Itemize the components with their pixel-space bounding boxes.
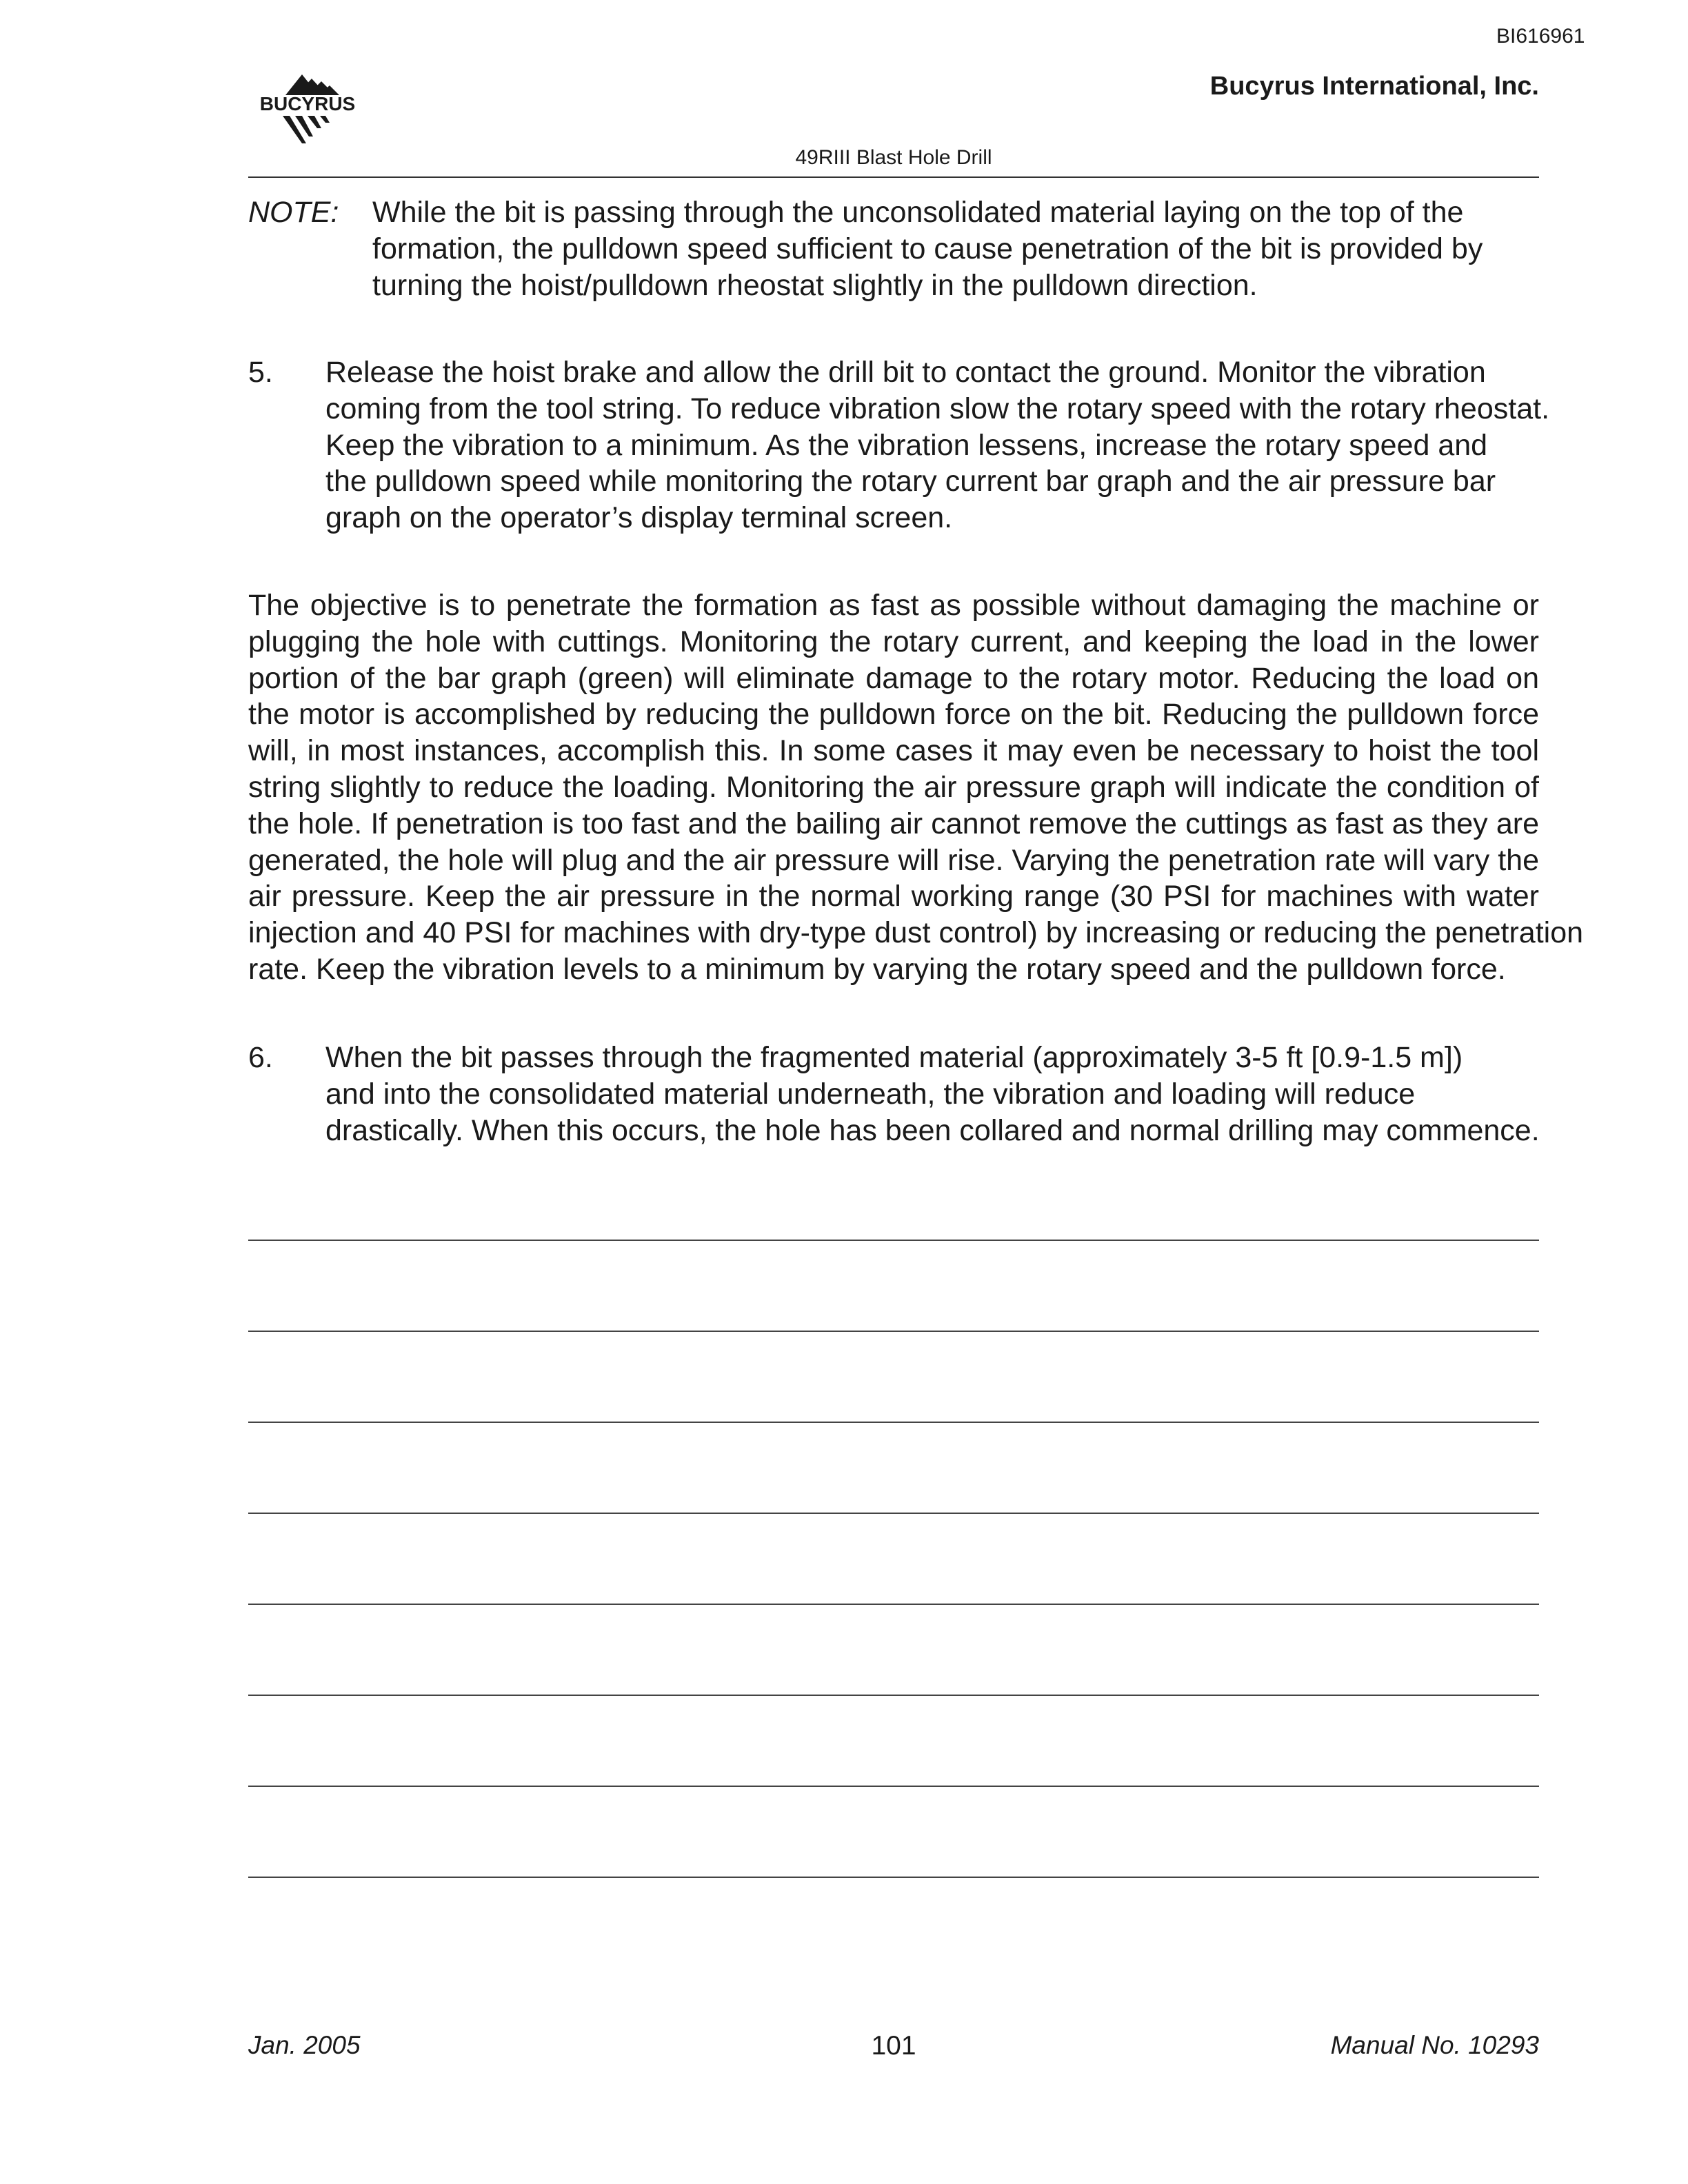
step-5-line: the pulldown speed while monitoring the rotary current bar graph and the air pressure bar xyxy=(325,465,1496,498)
note-rule-line xyxy=(248,1786,1539,1787)
document-id: BI616961 xyxy=(1496,25,1585,48)
step-5-line: Keep the vibration to a minimum. As the vibration lessens, increase the rotary speed and xyxy=(325,428,1488,462)
objective-paragraph xyxy=(248,587,1584,988)
company-name: Bucyrus International, Inc. xyxy=(1209,72,1539,101)
note-rule-line xyxy=(248,1877,1539,1878)
note-rule-line xyxy=(248,1331,1539,1332)
step-6-line: When the bit passes through the fragmented material (approximately 3-5 ft [0.9-1.5 m]) xyxy=(325,1041,1463,1074)
step-5-line: graph on the operator’s display terminal screen. xyxy=(325,501,953,535)
note-rule-line xyxy=(248,1240,1539,1241)
step-5-line: coming from the tool string. To reduce vibration slow the rotary speed with the rotary rheostat. xyxy=(325,392,1550,425)
note-label: NOTE: xyxy=(248,196,339,229)
step-5-number: 5. xyxy=(248,356,273,389)
logo-wordmark: BUCYRUS xyxy=(259,93,356,114)
note-paragraph xyxy=(372,194,1545,303)
objective-line: the hole. If penetration is too fast and the bailing air cannot remove the cuttings as fast as they are xyxy=(248,807,1539,840)
document-subtitle: 49RIII Blast Hole Drill xyxy=(795,146,992,169)
objective-line: The objective is to penetrate the formation as fast as possible without damaging the machine or xyxy=(248,589,1539,622)
step-5-line: Release the hoist brake and allow the drill bit to contact the ground. Monitor the vibration xyxy=(325,356,1486,389)
step-6-line: drastically. When this occurs, the hole has been collared and normal drilling may commence. xyxy=(325,1113,1540,1147)
step-6-line: and into the consolidated material underneath, the vibration and loading will reduce xyxy=(325,1077,1416,1111)
objective-line: the motor is accomplished by reducing the pulldown force on the bit. Reducing the pulldown force xyxy=(248,698,1539,731)
objective-line: string slightly to reduce the loading. Monitoring the air pressure graph will indicate the condition of xyxy=(248,770,1539,804)
note-rule-line xyxy=(248,1604,1539,1605)
header-divider xyxy=(248,176,1539,178)
page-number: 101 xyxy=(871,2031,916,2061)
note-line: turning the hoist/pulldown rheostat slightly in the pulldown direction. xyxy=(372,268,1258,302)
objective-line: injection and 40 PSI for machines with dry-type dust control) by increasing or reducing the penetration xyxy=(248,916,1584,950)
objective-line: air pressure. Keep the air pressure in the normal working range (30 PSI for machines with water xyxy=(248,880,1539,913)
step-5-paragraph xyxy=(325,354,1550,536)
note-rule-line xyxy=(248,1695,1539,1696)
objective-line: will, in most instances, accomplish this. In some cases it may even be necessary to hoist the tool xyxy=(248,734,1539,768)
note-line: While the bit is passing through the unconsolidated material laying on the top of the xyxy=(372,196,1464,229)
objective-line: rate. Keep the vibration levels to a minimum by varying the rotary speed and the pulldown force. xyxy=(248,952,1506,986)
objective-line: portion of the bar graph (green) will eliminate damage to the rotary motor. Reducing the load on xyxy=(248,661,1539,695)
step-6-number: 6. xyxy=(248,1041,273,1074)
note-line: formation, the pulldown speed sufficient to cause penetration of the bit is provided by xyxy=(372,232,1483,265)
bucyrus-logo xyxy=(245,72,370,149)
objective-line: generated, the hole will plug and the air pressure will rise. Varying the penetration rate will vary the xyxy=(248,843,1539,877)
note-rule-line xyxy=(248,1422,1539,1423)
objective-line: plugging the hole with cuttings. Monitoring the rotary current, and keeping the load in the lower xyxy=(248,625,1539,658)
manual-number: Manual No. 10293 xyxy=(1330,2031,1539,2059)
footer-date: Jan. 2005 xyxy=(248,2031,361,2059)
step-6-paragraph xyxy=(325,1040,1545,1149)
note-rule-line xyxy=(248,1513,1539,1514)
